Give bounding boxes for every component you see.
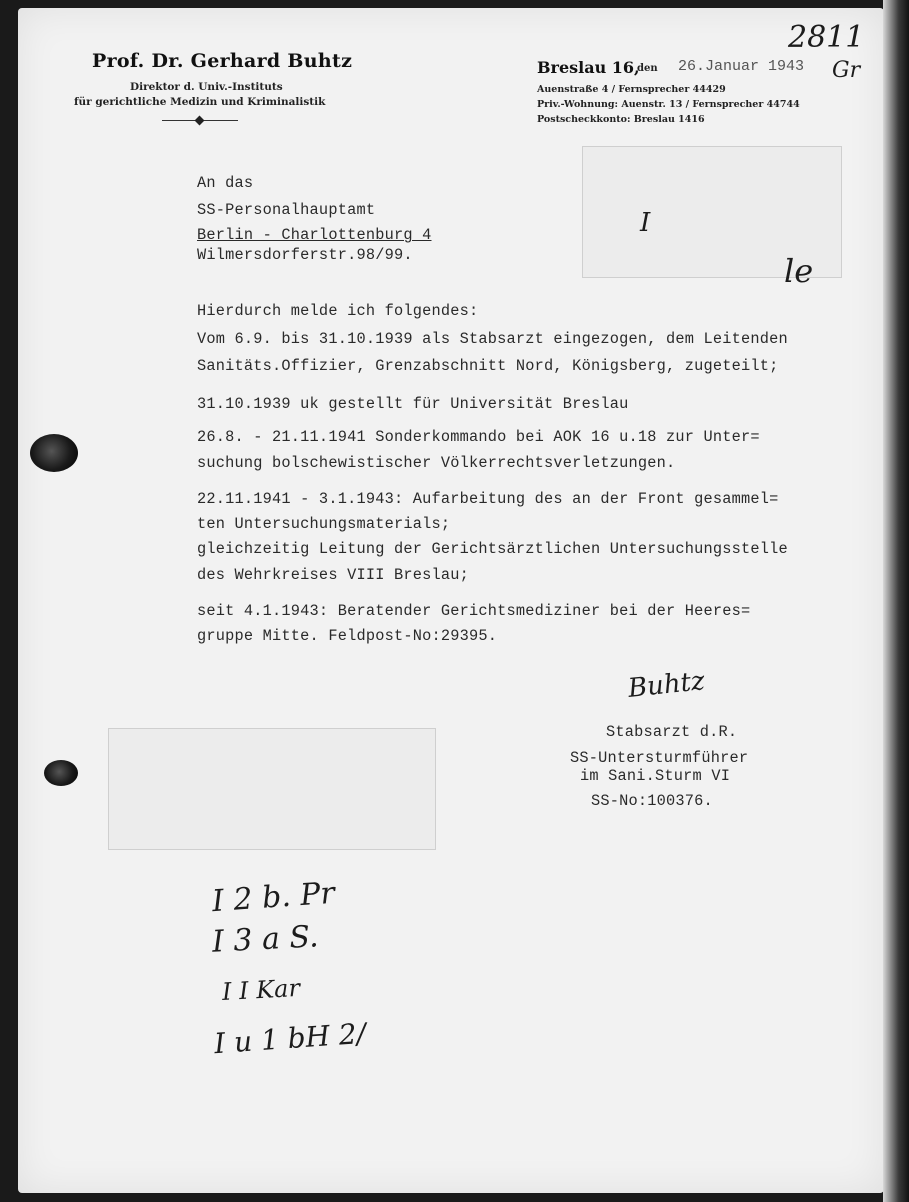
- letterhead-title: Direktor d. Univ.-Instituts: [130, 81, 283, 93]
- signature-ss-number: SS-No:100376.: [591, 792, 713, 810]
- letter-date: 26.Januar 1943: [678, 58, 805, 75]
- ghost-stamp-left: [108, 728, 436, 850]
- header-private-address: Priv.-Wohnung: Auenstr. 13 / Fernsprecher 44744: [537, 99, 800, 110]
- header-den: den: [637, 63, 658, 74]
- page-edge-shadow: [883, 0, 909, 1202]
- signature-rank: Stabsarzt d.R.: [606, 723, 738, 741]
- body-line: 26.8. - 21.11.1941 Sonderkommando bei AOK 16 u.18 zur Unter=: [197, 428, 760, 446]
- header-postal-account: Postscheckkonto: Breslau 1416: [537, 114, 705, 125]
- letterhead-institute: für gerichtliche Medizin und Kriminalistik: [74, 96, 326, 108]
- body-line: 31.10.1939 uk gestellt für Universität Breslau: [197, 395, 629, 413]
- address-line-3: Berlin - Charlottenburg 4: [197, 226, 432, 244]
- handwritten-note-3: I I Kar: [221, 973, 301, 1007]
- header-address: Auenstraße 4 / Fernsprecher 44429: [537, 84, 726, 95]
- handwritten-note-1: I 2 b. Pr: [210, 875, 336, 920]
- body-line: ten Untersuchungsmaterials;: [197, 515, 451, 533]
- handwritten-note-4: I u 1 bH 2/: [213, 1016, 368, 1061]
- handwritten-mark-le: le: [784, 252, 814, 290]
- handwritten-file-number: 2811: [788, 20, 865, 55]
- signature-ss-rank: SS-Untersturmführer: [570, 749, 749, 767]
- handwritten-mark-i: I: [640, 208, 651, 238]
- body-line: gleichzeitig Leitung der Gerichtsärztlichen Untersuchungsstelle: [197, 540, 788, 558]
- header-city: Breslau 16,: [537, 58, 640, 77]
- signature-unit: im Sani.Sturm VI: [580, 767, 731, 785]
- handwritten-date-mark: Gr: [832, 58, 861, 83]
- address-line-4: Wilmersdorferstr.98/99.: [197, 246, 413, 264]
- body-line: Vom 6.9. bis 31.10.1939 als Stabsarzt eingezogen, dem Leitenden: [197, 330, 788, 348]
- body-line: Sanitäts.Offizier, Grenzabschnitt Nord, Königsberg, zugeteilt;: [197, 357, 779, 375]
- handwritten-signature: Buhtz: [626, 666, 707, 704]
- address-line-2: SS-Personalhauptamt: [197, 201, 376, 219]
- body-line: 22.11.1941 - 3.1.1943: Aufarbeitung des an der Front gesammel=: [197, 490, 779, 508]
- body-line: seit 4.1.1943: Beratender Gerichtsmediziner bei der Heeres=: [197, 602, 751, 620]
- address-line-1: An das: [197, 174, 254, 192]
- punch-hole-upper: [30, 434, 78, 472]
- body-line: suchung bolschewistischer Völkerrechtsverletzungen.: [197, 454, 676, 472]
- body-line: des Wehrkreises VIII Breslau;: [197, 566, 470, 584]
- body-intro: Hierdurch melde ich folgendes:: [197, 302, 479, 320]
- handwritten-note-2: I 3 a S.: [211, 919, 320, 960]
- letterhead-name: Prof. Dr. Gerhard Buhtz: [92, 50, 353, 72]
- body-line: gruppe Mitte. Feldpost-No:29395.: [197, 627, 498, 645]
- punch-hole-lower: [44, 760, 78, 786]
